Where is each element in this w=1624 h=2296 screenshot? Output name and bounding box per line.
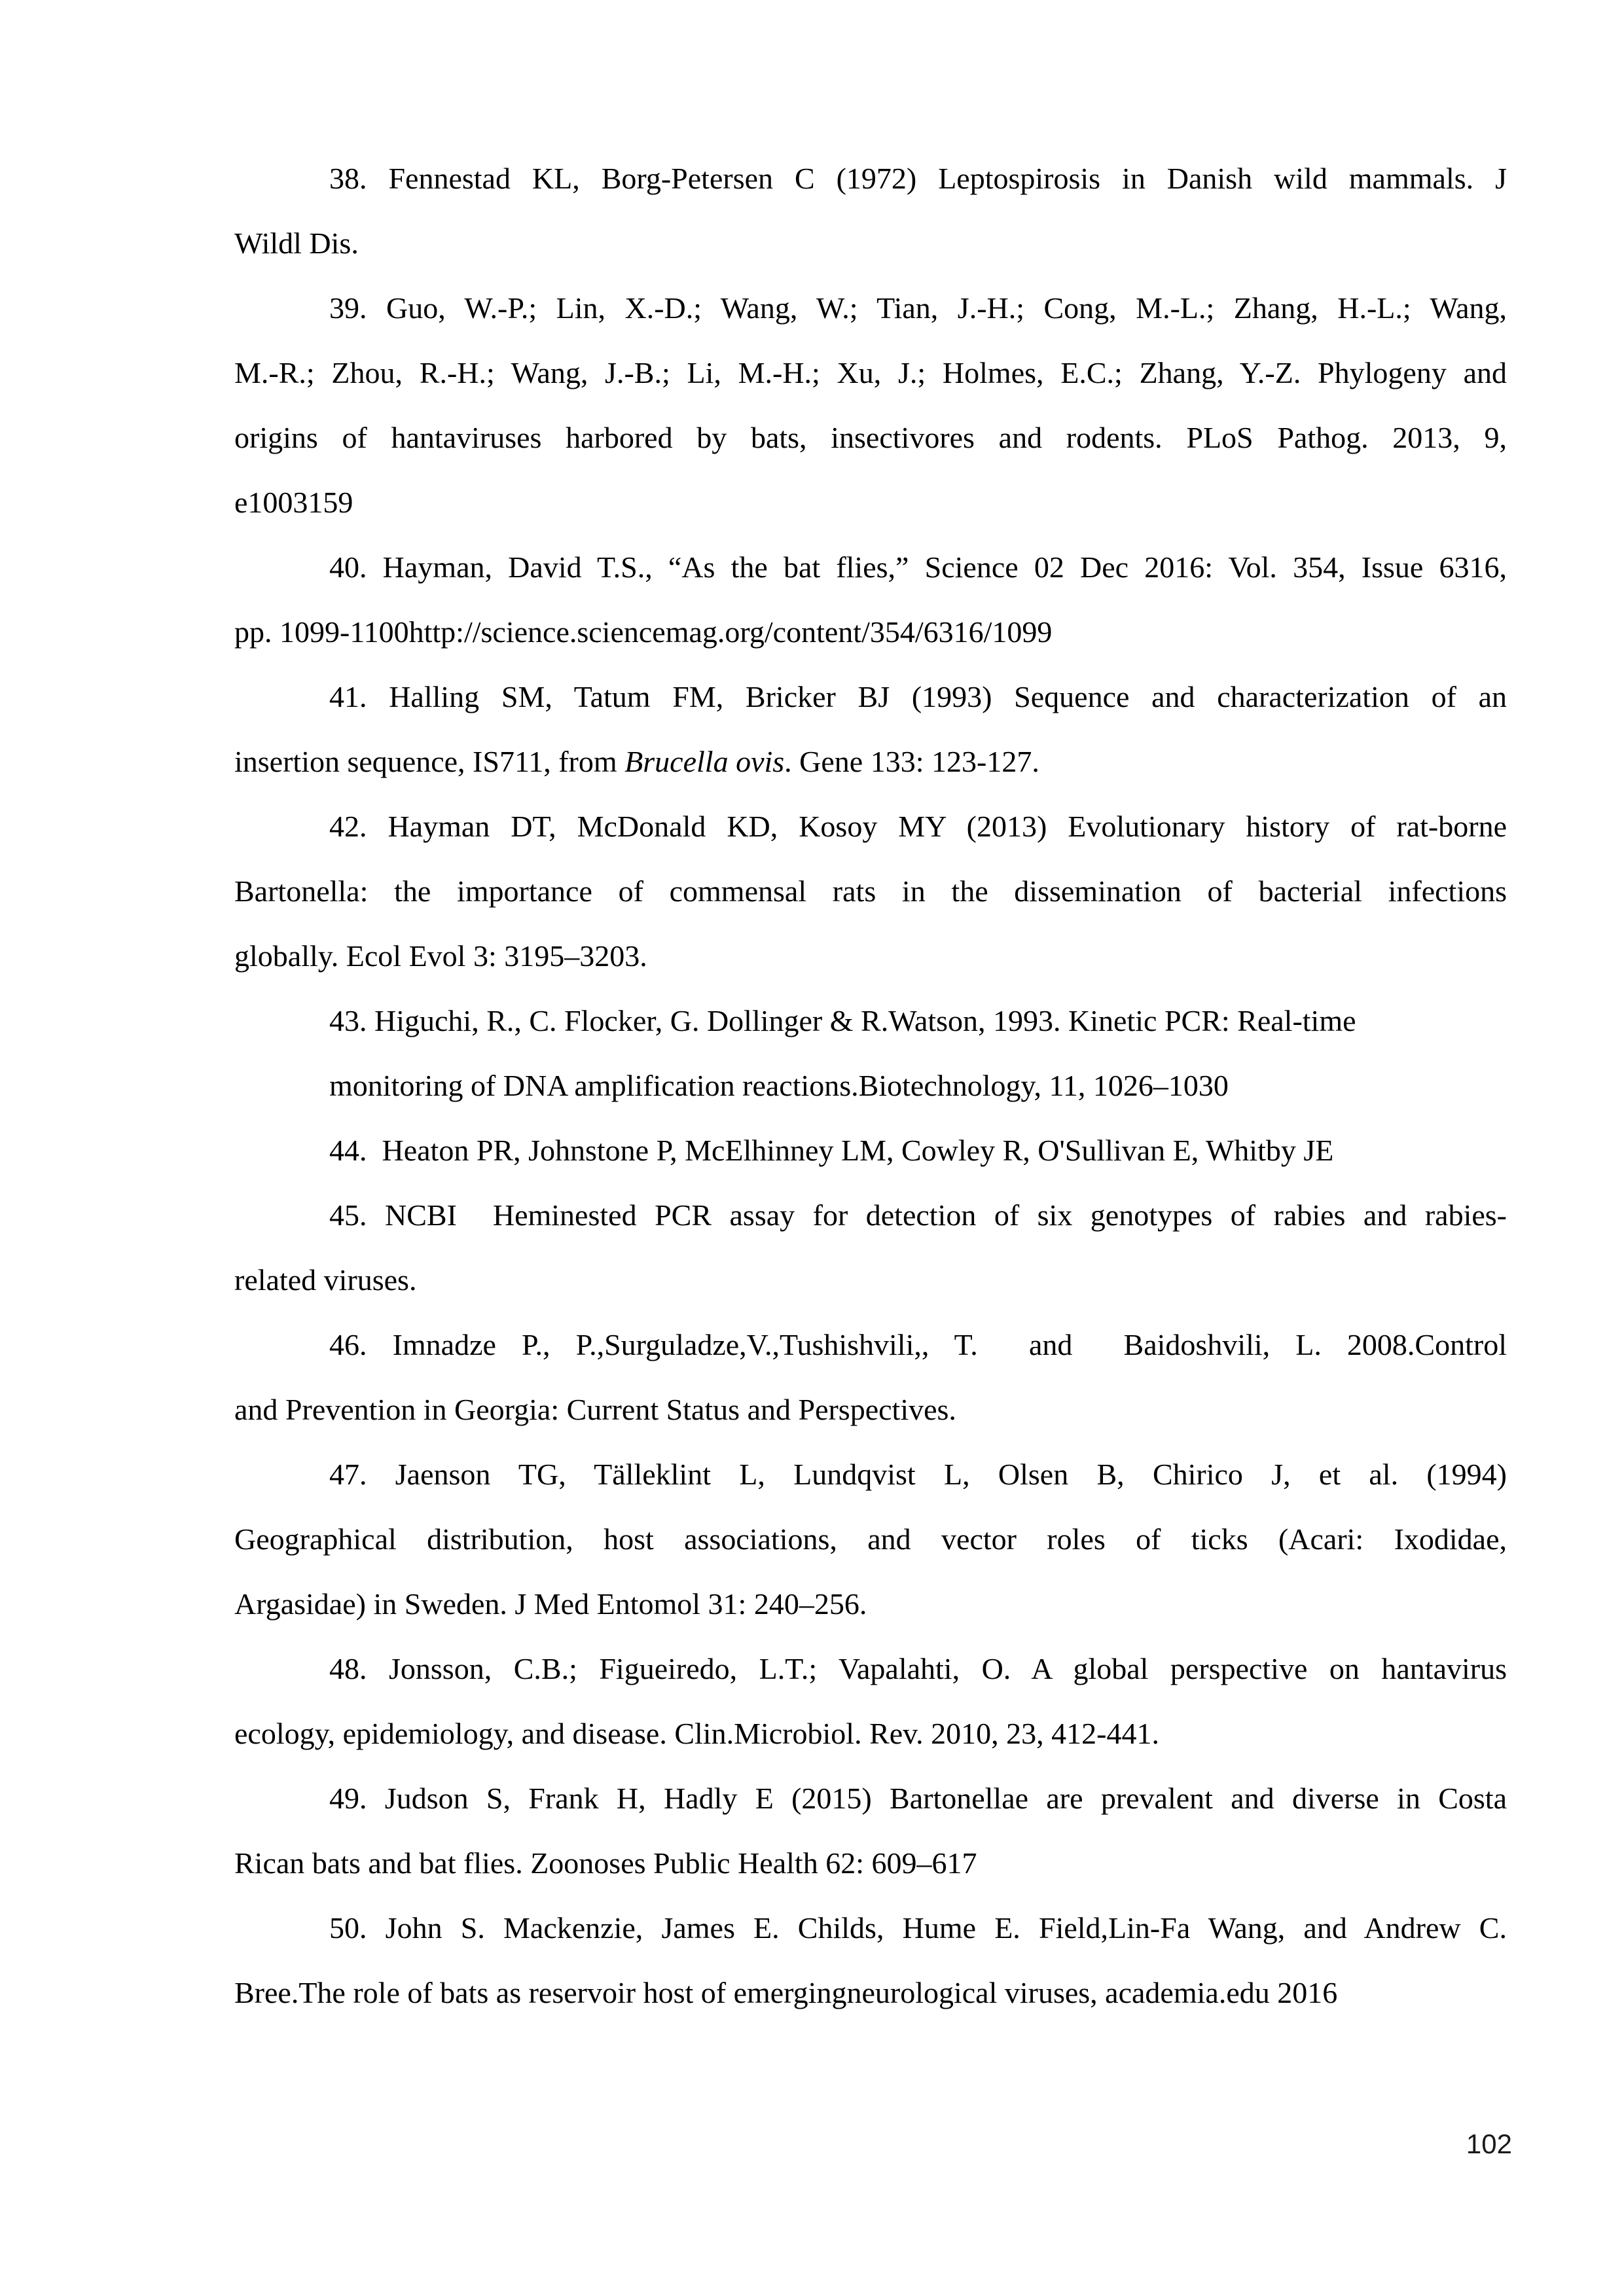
reference-text-run: 39. Guo, W.-P.; Lin, X.-D.; Wang, W.; Tian, J.-H.; Cong, M.-L.; Zhang, H.-L.; Wang, <box>329 291 1507 325</box>
reference-text-run: 38. Fennestad KL, Borg-Petersen C (1972) Leptospirosis in Danish wild mammals. J <box>329 162 1507 195</box>
reference-text-run: 45. NCBI Heminested PCR assay for detection of six genotypes of rabies and rabies- <box>329 1198 1507 1232</box>
reference-text-run: origins of hantaviruses harbored by bats, insectivores and rodents. PLoS Pathog. 2013, 9, <box>234 421 1507 454</box>
reference-line <box>234 1766 1507 1831</box>
reference-line <box>234 276 1507 340</box>
reference-text-run: Bartonella: the importance of commensal rats in the dissemination of bacterial infections <box>234 874 1507 908</box>
reference-line <box>234 924 1507 988</box>
reference-line <box>234 535 1507 600</box>
reference-item <box>234 1442 1507 1636</box>
reference-line <box>234 859 1507 924</box>
reference-line <box>234 1118 1507 1183</box>
species-name-italic: Brucella ovis <box>624 745 785 778</box>
reference-text-run: 49. Judson S, Frank H, Hadly E (2015) Bartonellae are prevalent and diverse in Costa <box>329 1782 1507 1815</box>
reference-text-run: . Gene 133: 123-127. <box>784 745 1039 778</box>
reference-line <box>234 1377 1507 1442</box>
reference-line <box>234 1442 1507 1507</box>
reference-text-run: 47. Jaenson TG, Tälleklint L, Lundqvist L, Olsen B, Chirico J, et al. (1994) <box>329 1458 1507 1491</box>
reference-line <box>234 1701 1507 1766</box>
reference-item <box>234 1118 1507 1183</box>
reference-text-run: Argasidae) in Sweden. J Med Entomol 31: 240–256. <box>234 1587 867 1621</box>
reference-item <box>234 1312 1507 1442</box>
reference-text-run: e1003159 <box>234 486 353 519</box>
reference-line <box>234 1183 1507 1247</box>
reference-line <box>234 1831 1507 1895</box>
reference-line <box>234 1571 1507 1636</box>
reference-line <box>234 794 1507 859</box>
reference-text-run: M.-R.; Zhou, R.-H.; Wang, J.-B.; Li, M.-H.; Xu, J.; Holmes, E.C.; Zhang, Y.-Z. Phylogeny and <box>234 356 1507 389</box>
reference-line <box>234 1507 1507 1571</box>
reference-text-run: ecology, epidemiology, and disease. Clin.Microbiol. Rev. 2010, 23, 412-441. <box>234 1717 1159 1750</box>
reference-text-run: 40. Hayman, David T.S., “As the bat flies,” Science 02 Dec 2016: Vol. 354, Issue 6316, <box>329 550 1507 584</box>
reference-text-run: 44. Heaton PR, Johnstone P, McElhinney LM, Cowley R, O'Sullivan E, Whitby JE <box>329 1134 1334 1167</box>
reference-line <box>234 146 1507 211</box>
reference-line <box>234 1960 1507 2025</box>
reference-text-run: related viruses. <box>234 1263 417 1297</box>
reference-text-run: 46. Imnadze P., P.,Surguladze,V.,Tushishvili,, T. and Baidoshvili, L. 2008.Control <box>329 1328 1507 1361</box>
reference-text-run: globally. Ecol Evol 3: 3195–3203. <box>234 939 647 973</box>
reference-line <box>234 1247 1507 1312</box>
reference-item <box>234 276 1507 535</box>
references-list <box>234 146 1507 2025</box>
reference-text-run: Bree.The role of bats as reservoir host of emergingneurological viruses, academia.edu 2016 <box>234 1976 1338 2009</box>
reference-text-run: Rican bats and bat flies. Zoonoses Public Health 62: 609–617 <box>234 1846 977 1880</box>
reference-line <box>329 1053 1507 1118</box>
reference-text-run: 43. Higuchi, R., C. Flocker, G. Dollinger & R.Watson, 1993. Kinetic PCR: Real-time <box>329 1004 1356 1037</box>
reference-item <box>234 664 1507 794</box>
reference-line <box>234 470 1507 535</box>
reference-line <box>234 1636 1507 1701</box>
reference-text-run: 50. John S. Mackenzie, James E. Childs, Hume E. Field,Lin-Fa Wang, and Andrew C. <box>329 1911 1507 1945</box>
reference-line <box>234 1895 1507 1960</box>
reference-line <box>234 405 1507 470</box>
reference-text-run: pp. 1099-1100http://science.sciencemag.org/content/354/6316/1099 <box>234 615 1053 649</box>
reference-line <box>234 664 1507 729</box>
reference-text-run: Geographical distribution, host associations, and vector roles of ticks (Acari: Ixodidae, <box>234 1522 1507 1556</box>
reference-item <box>234 1766 1507 1895</box>
reference-line <box>234 1312 1507 1377</box>
reference-item <box>234 1183 1507 1312</box>
reference-text-run: 48. Jonsson, C.B.; Figueiredo, L.T.; Vapalahti, O. A global perspective on hantavirus <box>329 1652 1507 1685</box>
reference-item <box>234 535 1507 664</box>
reference-text-run: 41. Halling SM, Tatum FM, Bricker BJ (1993) Sequence and characterization of an <box>329 680 1507 713</box>
reference-text-run: and Prevention in Georgia: Current Status and Perspectives. <box>234 1393 956 1426</box>
reference-text-run: monitoring of DNA amplification reactions.Biotechnology, 11, 1026–1030 <box>329 1069 1229 1102</box>
reference-item <box>234 1895 1507 2025</box>
reference-line <box>329 988 1507 1053</box>
reference-item <box>234 794 1507 988</box>
reference-line <box>234 729 1507 794</box>
reference-text-run: 42. Hayman DT, McDonald KD, Kosoy MY (2013) Evolutionary history of rat-borne <box>329 810 1507 843</box>
reference-item <box>234 1636 1507 1766</box>
reference-text-run: insertion sequence, IS711, from <box>234 745 625 778</box>
page-number: 102 <box>1466 2128 1512 2159</box>
reference-text-run: Wildl Dis. <box>234 226 359 260</box>
reference-line <box>234 211 1507 276</box>
reference-item <box>234 146 1507 276</box>
reference-line <box>234 340 1507 405</box>
reference-item <box>234 988 1507 1118</box>
reference-line <box>234 600 1507 664</box>
